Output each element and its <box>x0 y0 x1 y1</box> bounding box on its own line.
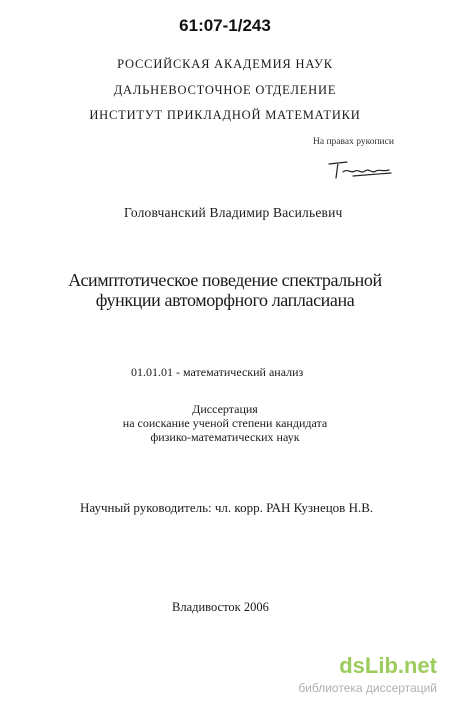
dissertation-title-line-1: Асимптотическое поведение спектральной <box>68 270 382 290</box>
manuscript-rights-note: На правах рукописи <box>313 137 394 147</box>
institution-line-branch: ДАЛЬНЕВОСТОЧНОЕ ОТДЕЛЕНИЕ <box>113 83 337 97</box>
city-year: Владивосток 2006 <box>172 600 269 614</box>
institution-line-academy: РОССИЙСКАЯ АКАДЕМИЯ НАУК <box>117 57 333 71</box>
institution-line-institute: ИНСТИТУТ ПРИКЛАДНОЙ МАТЕМАТИКИ <box>89 108 361 122</box>
signature <box>325 158 395 184</box>
watermark-logo: dsLib.net <box>339 653 437 678</box>
watermark <box>268 653 443 697</box>
dissertation-title-line-2: функции автоморфного лапласиана <box>95 290 355 310</box>
watermark-subtitle: библиотека диссертаций <box>298 681 437 695</box>
scientific-advisor: Научный руководитель: чл. корр. РАН Кузнецов Н.В. <box>80 500 374 515</box>
specialty-code: 01.01.01 - математический анализ <box>131 365 304 379</box>
degree-line-1: на соискание ученой степени кандидата <box>122 416 328 430</box>
author-name: Головчанский Владимир Васильевич <box>124 205 343 220</box>
dissertation-label: Диссертация <box>192 402 258 416</box>
degree-line-2: физико-математических наук <box>150 430 300 444</box>
document-code: 61:07-1/243 <box>179 16 271 35</box>
